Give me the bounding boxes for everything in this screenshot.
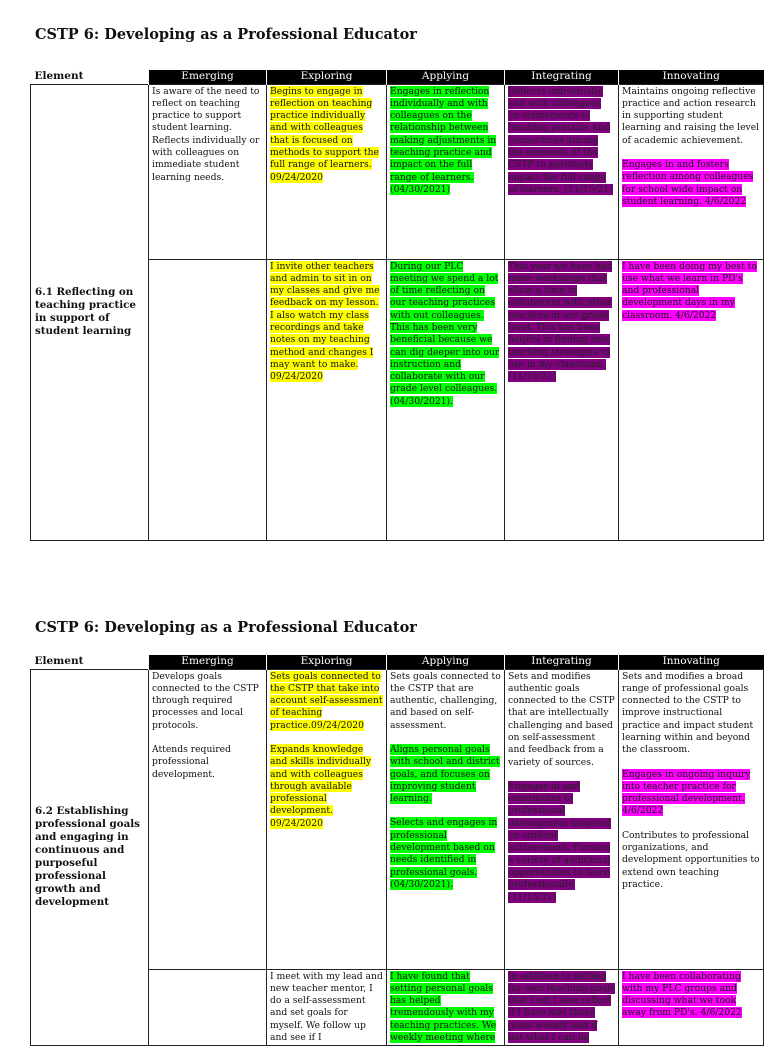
evidence-cell-emerging	[149, 969, 267, 1046]
element-header: Element	[31, 655, 149, 669]
evidence-cell-exploring	[267, 259, 387, 540]
evidence-text: I meet with my lead and new teacher mentor, I do a self-assessment and set goals for myself. We follow up and see if I	[270, 970, 383, 1043]
rubric-text: Sets goals connected to the CSTP that take into account self-assessment of teaching practice.09/24/2020	[270, 670, 383, 731]
rubric-text: Engages in reflection individually and with colleagues on the relationship between making adjustments in teaching practice and impact on the full range of learners. (04/30/2021)	[390, 85, 497, 195]
rubric-cell-innovating	[619, 669, 764, 969]
rubric-text: Reflects individually and with colleagues on refinements to teaching practice and connections among the elements of the CSTP to positively impact the full range of learners. (11/15/21)	[508, 85, 613, 195]
rubric-text: Sets goals connected to the CSTP that are authentic, challenging, and based on self-assessment.	[390, 670, 501, 731]
rubric-text: Aligns personal goals with school and district goals, and focuses on improving student learning.	[390, 743, 500, 805]
rubric-cell-emerging	[149, 84, 267, 259]
evidence-cell-integrating	[505, 259, 619, 540]
section-1-title: CSTP 6: Developing as a Professional Educator	[35, 26, 417, 43]
stage-header-exploring: Exploring	[267, 655, 387, 669]
section-2-rubric-table	[30, 655, 764, 1046]
stage-header-emerging: Emerging	[149, 70, 267, 84]
evidence-text: This year we have had more workshops that allow a time to collaborate with other teachers in our grade level. This has been helpful in finding new teaching strategies to use in my classroom. (11/15/21)	[508, 260, 613, 383]
rubric-text: Is aware of the need to reflect on teaching practice to support student learning. Reflects individually or with colleagues on immediate student learning needs.	[152, 85, 260, 183]
rubric-text: Engages in and fosters reflection among colleagues for school wide impact on student learning. 4/6/2022	[622, 158, 754, 207]
element-label-6-1: 6.1 Reflecting on teaching practice in support of student learning	[31, 84, 149, 540]
evidence-cell-applying	[387, 259, 505, 540]
evidence-text: I have been collaborating with my PLC groups and discussing what we took away from PD's. 4/6/2022	[622, 970, 742, 1019]
element-header: Element	[31, 70, 149, 84]
stage-header-applying: Applying	[387, 70, 505, 84]
rubric-cell-exploring	[267, 669, 387, 969]
evidence-cell-innovating	[619, 969, 764, 1046]
rubric-text: Selects and engages in professional development based on needs identified in professional goals. (04/30/2021).	[390, 817, 498, 890]
rubric-text: Sets and modifies a broad range of professional goals connected to the CSTP to improve instructional practice and impact student learning within and beyond the classroom.	[622, 670, 754, 756]
stage-header-integrating: Integrating	[505, 655, 619, 669]
stage-header-innovating: Innovating	[619, 655, 764, 669]
section-2-title: CSTP 6: Developing as a Professional Educator	[35, 619, 417, 636]
evidence-cell-applying	[387, 969, 505, 1046]
rubric-text: Begins to engage in reflection on teaching practice individually and with colleagues that is focused on methods to support the full range of learners. 09/24/2020	[270, 85, 379, 183]
evidence-text: I have found that setting personal goals has helped tremendously with my teaching practices. We weekly meeting where	[390, 970, 497, 1043]
rubric-text: Expands knowledge and skills individually and with colleagues through available professional development. 09/24/2020	[270, 743, 372, 829]
element-label-6-2: 6.2 Establishing professional goals and engaging in continuous and purposeful professional growth and development	[31, 669, 149, 1046]
stage-header-emerging: Emerging	[149, 655, 267, 669]
evidence-cell-innovating	[619, 259, 764, 540]
section-1-rubric-table	[30, 70, 764, 541]
rubric-text: Develops goals connected to the CSTP through required processes and local protocols.	[152, 670, 259, 731]
rubric-cell-applying	[387, 84, 505, 259]
evidence-cell-emerging	[149, 259, 267, 540]
rubric-cell-integrating	[505, 84, 619, 259]
stage-header-exploring: Exploring	[267, 70, 387, 84]
rubric-cell-integrating	[505, 669, 619, 969]
rubric-cell-emerging	[149, 669, 267, 969]
rubric-text: Maintains ongoing reflective practice and action research in supporting student learning and raising the level of academic achievement.	[622, 85, 760, 146]
evidence-text: I have been doing my best to use what we learn in PD's and professional development days in my classroom. 4/6/2022	[622, 260, 757, 321]
rubric-cell-innovating	[619, 84, 764, 259]
evidence-text: In addition to setting my own teaching goals that I set I also reflect if I have met those goals weekly and if not what I can do	[508, 970, 615, 1043]
rubric-text: Contributes to professional organizations, and development opportunities to extend own teaching practice.	[622, 829, 760, 890]
evidence-text: During our PLC meeting we spend a lot of time reflecting on our teaching practices with out colleagues. This has been very beneficial because we can dig deeper into our instruction and collaborate with our grade level colleagues. (04/30/2021).	[390, 260, 500, 407]
rubric-text: Attends required professional development.	[152, 743, 232, 780]
evidence-cell-integrating	[505, 969, 619, 1046]
stage-header-innovating: Innovating	[619, 70, 764, 84]
evidence-text: I invite other teachers and admin to sit in on my classes and give me feedback on my lesson. I also watch my class recordings and take notes on my teaching method and changes I may want to make. 09/24/2020	[270, 260, 380, 383]
stage-header-applying: Applying	[387, 655, 505, 669]
rubric-text: Engages in and contributes to professional development targeted on student achievement. Pursues a variety of additional opportunities to learn professionally. (11/15/21)	[508, 780, 611, 903]
rubric-cell-applying	[387, 669, 505, 969]
rubric-cell-exploring	[267, 84, 387, 259]
stage-header-integrating: Integrating	[505, 70, 619, 84]
rubric-text: Engages in ongoing inquiry into teacher practice for professional development. 4/6/2022	[622, 768, 751, 817]
rubric-text: Sets and modifies authentic goals connected to the CSTP that are intellectually challenging and based on self-assessment and feedback from a variety of sources.	[508, 670, 615, 768]
evidence-cell-exploring	[267, 969, 387, 1046]
